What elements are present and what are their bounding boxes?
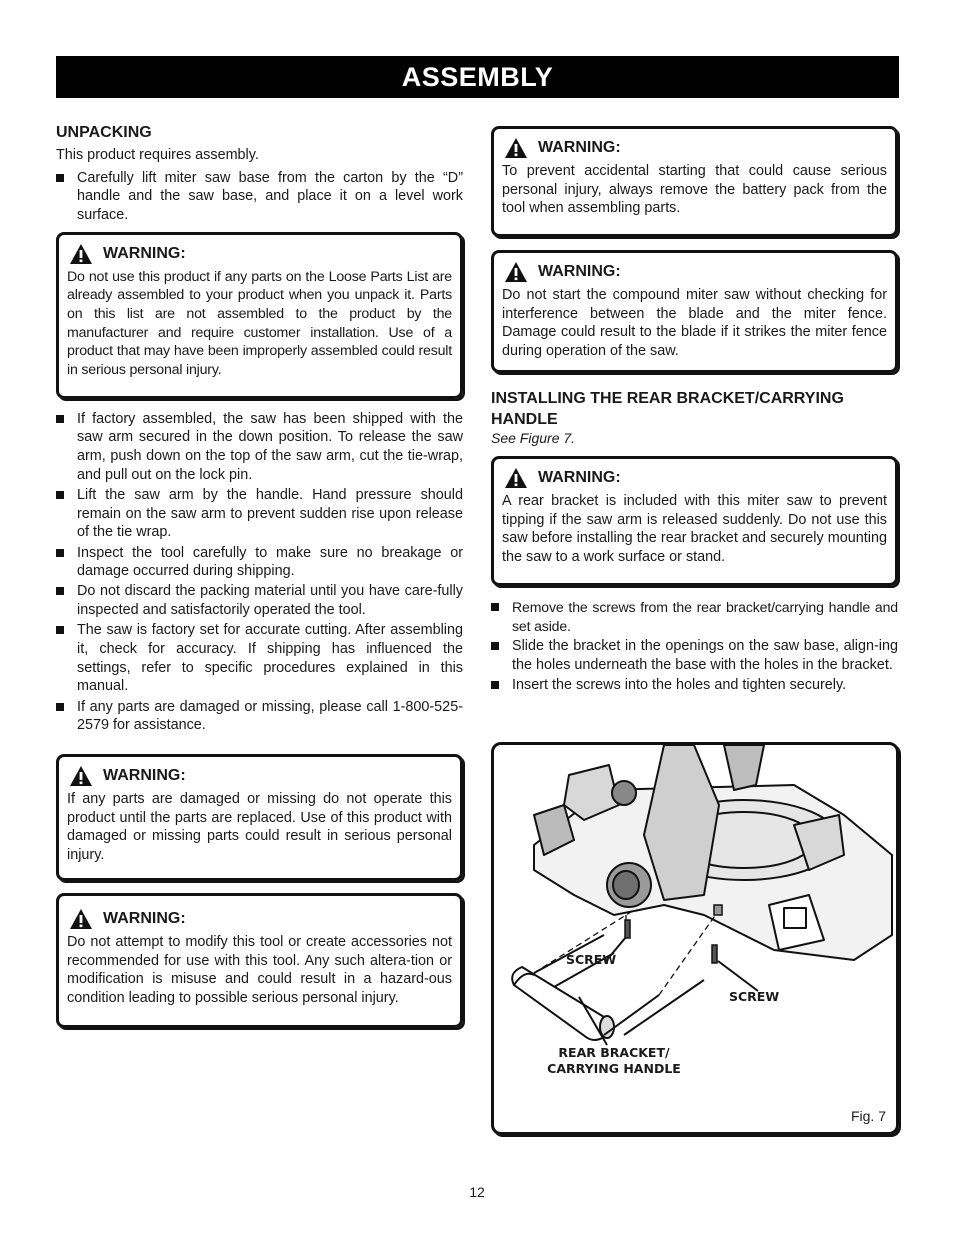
install-bullets bbox=[491, 598, 898, 695]
warning-title: WARNING: bbox=[103, 767, 186, 785]
warning-triangle-icon bbox=[69, 765, 93, 787]
unpacking-intro: This product requires assembly. bbox=[56, 147, 259, 163]
warning-text: Do not start the compound miter saw without checking for interference between the blade and the miter fence. Damage could result to the blade if it strikes the miter fence during operation of the saw. bbox=[502, 287, 887, 360]
figure-7 bbox=[491, 742, 899, 1135]
warning-text: Do not use this product if any parts on the Loose Parts List are already assembled to your product when you unpack it. Parts on this list are not assembled to the product by the manufacturer and require customer installation. Use of a product that may have been improperly assembled could result in serious personal injury. bbox=[67, 268, 452, 379]
warning-text: A rear bracket is included with this miter saw to prevent tipping if the saw arm is released suddenly. Do not use this saw before installing the rear bracket and securely mounting the saw to a work surface or stand. bbox=[502, 493, 887, 566]
page-number: 12 bbox=[469, 1184, 485, 1200]
warning-header bbox=[504, 467, 887, 489]
right-column bbox=[491, 126, 898, 696]
unpacking-bullets-1 bbox=[56, 169, 463, 225]
list-item: Carefully lift miter saw base from the carton by the “D” handle and the saw base, and place it on a level work surface. bbox=[56, 169, 463, 225]
warning-triangle-icon bbox=[504, 261, 528, 283]
warning-box-battery bbox=[491, 126, 898, 237]
list-item: Slide the bracket in the openings on the saw base, align-ing the holes underneath the base with the holes in the bracket. bbox=[491, 637, 898, 674]
warning-title: WARNING: bbox=[103, 244, 186, 262]
warning-triangle-icon bbox=[69, 908, 93, 930]
list-item: If any parts are damaged or missing, please call 1-800-525-2579 for assistance. bbox=[56, 698, 463, 735]
warning-box-rear-bracket bbox=[491, 456, 898, 586]
list-item: If factory assembled, the saw has been shipped with the saw arm secured in the down position. To release the saw arm, push down on the top of the saw arm, cut the tie-wrap, and pull out on the lock pin. bbox=[56, 410, 463, 485]
warning-triangle-icon bbox=[504, 137, 528, 159]
warning-header bbox=[69, 243, 452, 265]
list-item: The saw is factory set for accurate cutting. After assembling it, check for accuracy. If shipping has influenced the settings, refer to specific procedures explained in this manual. bbox=[56, 621, 463, 696]
label-screw-right: SCREW bbox=[729, 989, 780, 1004]
warning-triangle-icon bbox=[504, 467, 528, 489]
warning-header bbox=[69, 765, 452, 787]
figure-caption: Fig. 7 bbox=[850, 1108, 886, 1124]
install-heading: INSTALLING THE REAR BRACKET/CARRYING HANDLE bbox=[491, 390, 844, 428]
warning-text: To prevent accidental starting that could cause serious personal injury, always remove the battery pack from the tool when assembling parts. bbox=[502, 163, 887, 217]
warning-header bbox=[69, 908, 452, 930]
warning-box-loose-parts bbox=[56, 232, 463, 399]
warning-text: Do not attempt to modify this tool or create accessories not recommended for use with this tool. Any such altera-tion or modification is misuse and could result in a hazard-ous condition leading to possible serious personal injury. bbox=[67, 934, 452, 1007]
warning-box-modify-tool bbox=[56, 893, 463, 1028]
warning-header bbox=[504, 137, 887, 159]
list-item: Lift the saw arm by the handle. Hand pressure should remain on the saw arm to prevent sudden rise upon release of the tie wrap. bbox=[56, 486, 463, 542]
page-title-banner: ASSEMBLY bbox=[56, 56, 899, 98]
list-item: Do not discard the packing material until you have care-fully inspected and satisfactorily operated the tool. bbox=[56, 582, 463, 619]
warning-header bbox=[504, 261, 887, 283]
warning-title: WARNING: bbox=[538, 469, 621, 486]
warning-triangle-icon bbox=[69, 243, 93, 265]
left-column bbox=[56, 122, 463, 1028]
warning-title: WARNING: bbox=[538, 139, 621, 156]
warning-box-blade-interference bbox=[491, 250, 898, 373]
unpacking-bullets-2 bbox=[56, 410, 463, 735]
warning-title: WARNING: bbox=[103, 910, 186, 928]
warning-title: WARNING: bbox=[538, 263, 621, 280]
list-item: Remove the screws from the rear bracket/carrying handle and set aside. bbox=[491, 598, 898, 635]
label-screw-left: SCREW bbox=[566, 952, 617, 967]
unpacking-heading: UNPACKING bbox=[56, 124, 152, 141]
list-item: Inspect the tool carefully to make sure no breakage or damage occurred during shipping. bbox=[56, 544, 463, 581]
label-rear-bracket: REAR BRACKET/ CARRYING HANDLE bbox=[547, 1045, 681, 1076]
warning-box-damaged-parts bbox=[56, 754, 463, 881]
list-item: Insert the screws into the holes and tighten securely. bbox=[491, 676, 898, 695]
warning-text: If any parts are damaged or missing do not operate this product until the parts are replaced. Use of this product with damaged or missing parts could result in serious personal injury. bbox=[67, 791, 452, 864]
see-figure-note: See Figure 7. bbox=[491, 430, 576, 446]
